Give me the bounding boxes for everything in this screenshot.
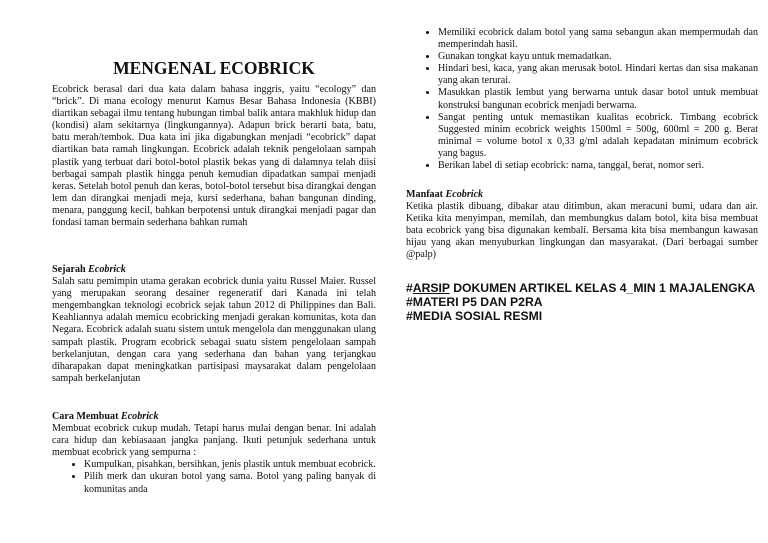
list-item: • Pilih merk dan ukuran botol yang sama. Botol yang paling banyak di komunitas anda [84,471,376,495]
sejarah-section [52,264,376,385]
page-title: MENGENAL ECOBRICK [113,58,315,78]
intro-section [52,84,376,229]
list-item: • Sangat penting untuk memastikan kualitas ecobrick. Timbang ecobrick Suggested minim ecobrick weights 1500ml = 500g, 600ml = 200 g. Berat minimal = volume botol x 0,33 g/ml adalah kepadatan minimum ecobrick yang bagus. [438,112,758,160]
hashtag-line-1-rest: DOKUMEN ARTIKEL KELAS 4_MIN 1 MAJALENGKA [449,281,756,295]
list-item: • Gunakan tongkat kayu untuk memadatkan. [438,51,758,63]
cara-continued [406,27,758,172]
list-item: • Kumpulkan, pisahkan, bersihkan, jenis plastik untuk membuat ecobrick. [84,459,376,471]
manfaat-paragraph: Ketika plastik dibuang, dibakar atau ditimbun, akan meracuni bumi, udara dan air. Ketika kita menyimpan, memilah, dan membungkus dalam botol, kita bisa membuat bata ecobrick yang bisa digunakan kembali. Bersama kita bisa membangun kawasan hijau yang akan menyuburkan lingkungan dan masyarakat. (Dari berbagai sumber @palp) [406,201,758,261]
sejarah-paragraph: Salah satu pemimpin utama gerakan ecobrick dunia yaitu Russel Maier. Russel yang merupakan seorang desainer regeneratif dari Kanada ini telah mengembangkan teknologi ecobrick sejak tahun 2012 di Philippines dan Bali. Keahliannya adalah memicu ecobricking menjadi gerakan komunitas, kota dan Negara. Ecobrick adalah suatu sistem untuk mengelola dan menggunakan ulang sampah plastik. Program ecobrick sebagai suatu sistem pengelolaan sampah berkelanjutan, dengan cara yang sederhana dan bahan yang terjangkau diharapakan dapat meningkatkan partisipasi maysarakat dalam pengelolaan sampah berkelanjutan [52,276,376,384]
list-item: • Hindari besi, kaca, yang akan merusak botol. Hindari kertas dan sisa makanan yang akan terurai. [438,63,758,87]
sejarah-heading [52,264,376,276]
cara-intro: Membuat ecobrick cukup mudah. Tetapi harus mulai dengan benar. Ini adalah cara hidup dan kebiasaaan jangka panjang. Ikuti petunjuk sederhana untuk membuat ecobrick yang sempurna : [52,423,376,459]
manfaat-heading [406,189,758,201]
sejarah-heading-em: Ecobrick [88,264,126,275]
sejarah-heading-text: Sejarah [52,264,89,275]
manfaat-heading-text: Manfaat [406,189,446,200]
hashtags-block [406,281,758,324]
manfaat-heading-em: Ecobrick [445,189,484,200]
list-item: • Memiliki ecobrick dalam botol yang sama sebangun akan mempermudah dan memperindah hasil. [438,27,758,51]
hashtag-line-2[interactable]: #MATERI P5 DAN P2RA [406,295,543,310]
cara-steps-list-right [406,27,758,172]
hashtag-line-1 [406,281,758,295]
hashtag-symbol: # [406,281,413,295]
cara-heading [52,411,376,423]
list-item: • Masukkan plastik lembut yang berwarna untuk dasar botol untuk membuat konstruksi bangunan ecobrick menjadi berwarna. [438,87,758,111]
manfaat-section [406,189,758,262]
list-item: • Berikan label di setiap ecobrick: nama, tanggal, berat, nomor seri. [438,160,758,172]
cara-steps-list-left [52,459,376,495]
cara-heading-em: Ecobrick [120,411,159,422]
hashtag-line-3[interactable]: #MEDIA SOSIAL RESMI [406,309,543,324]
cara-heading-text: Cara Membuat [52,411,121,422]
hashtag-arsip-link[interactable]: ARSIP [412,281,450,295]
cara-section [52,411,376,496]
intro-paragraph: Ecobrick berasal dari dua kata dalam bahasa inggris, yaitu “ecology” dan “brick”. Di mana ecology menurut Kamus Besar Bahasa Indonesia (KBBI) diartikan sebagai ilmu tentang hubungan timbal balik antara makhluk hidup dan (kondisi) alam sekitarnya (lingkungannya). Adapun brick berarti bata, batu, batu merah/tembok. Dua kata ini jika digabungkan menjadi “ecobrick” dapat diartikan bata ramah lingkungan. Ecobrick adalah teknik pengelolaan sampah plastik yang terbuat dari botol-botol plastik bekas yang di dalamnya telah diisi berbagai sampah plastik hingga penuh kemudian dipadatkan sampai menjadi keras. Setelah botol penuh dan keras, botol-botol tersebut bisa dirangkai dengan lem dan dirangkai menjadi meja, kursi sederhana, bahan bangunan dinding, menara, panggung kecil, bahkan berpotensi untuk dirangkai menjadi pagar dan fondasi taman bermain sederhana bahkan rumah [52,84,376,229]
